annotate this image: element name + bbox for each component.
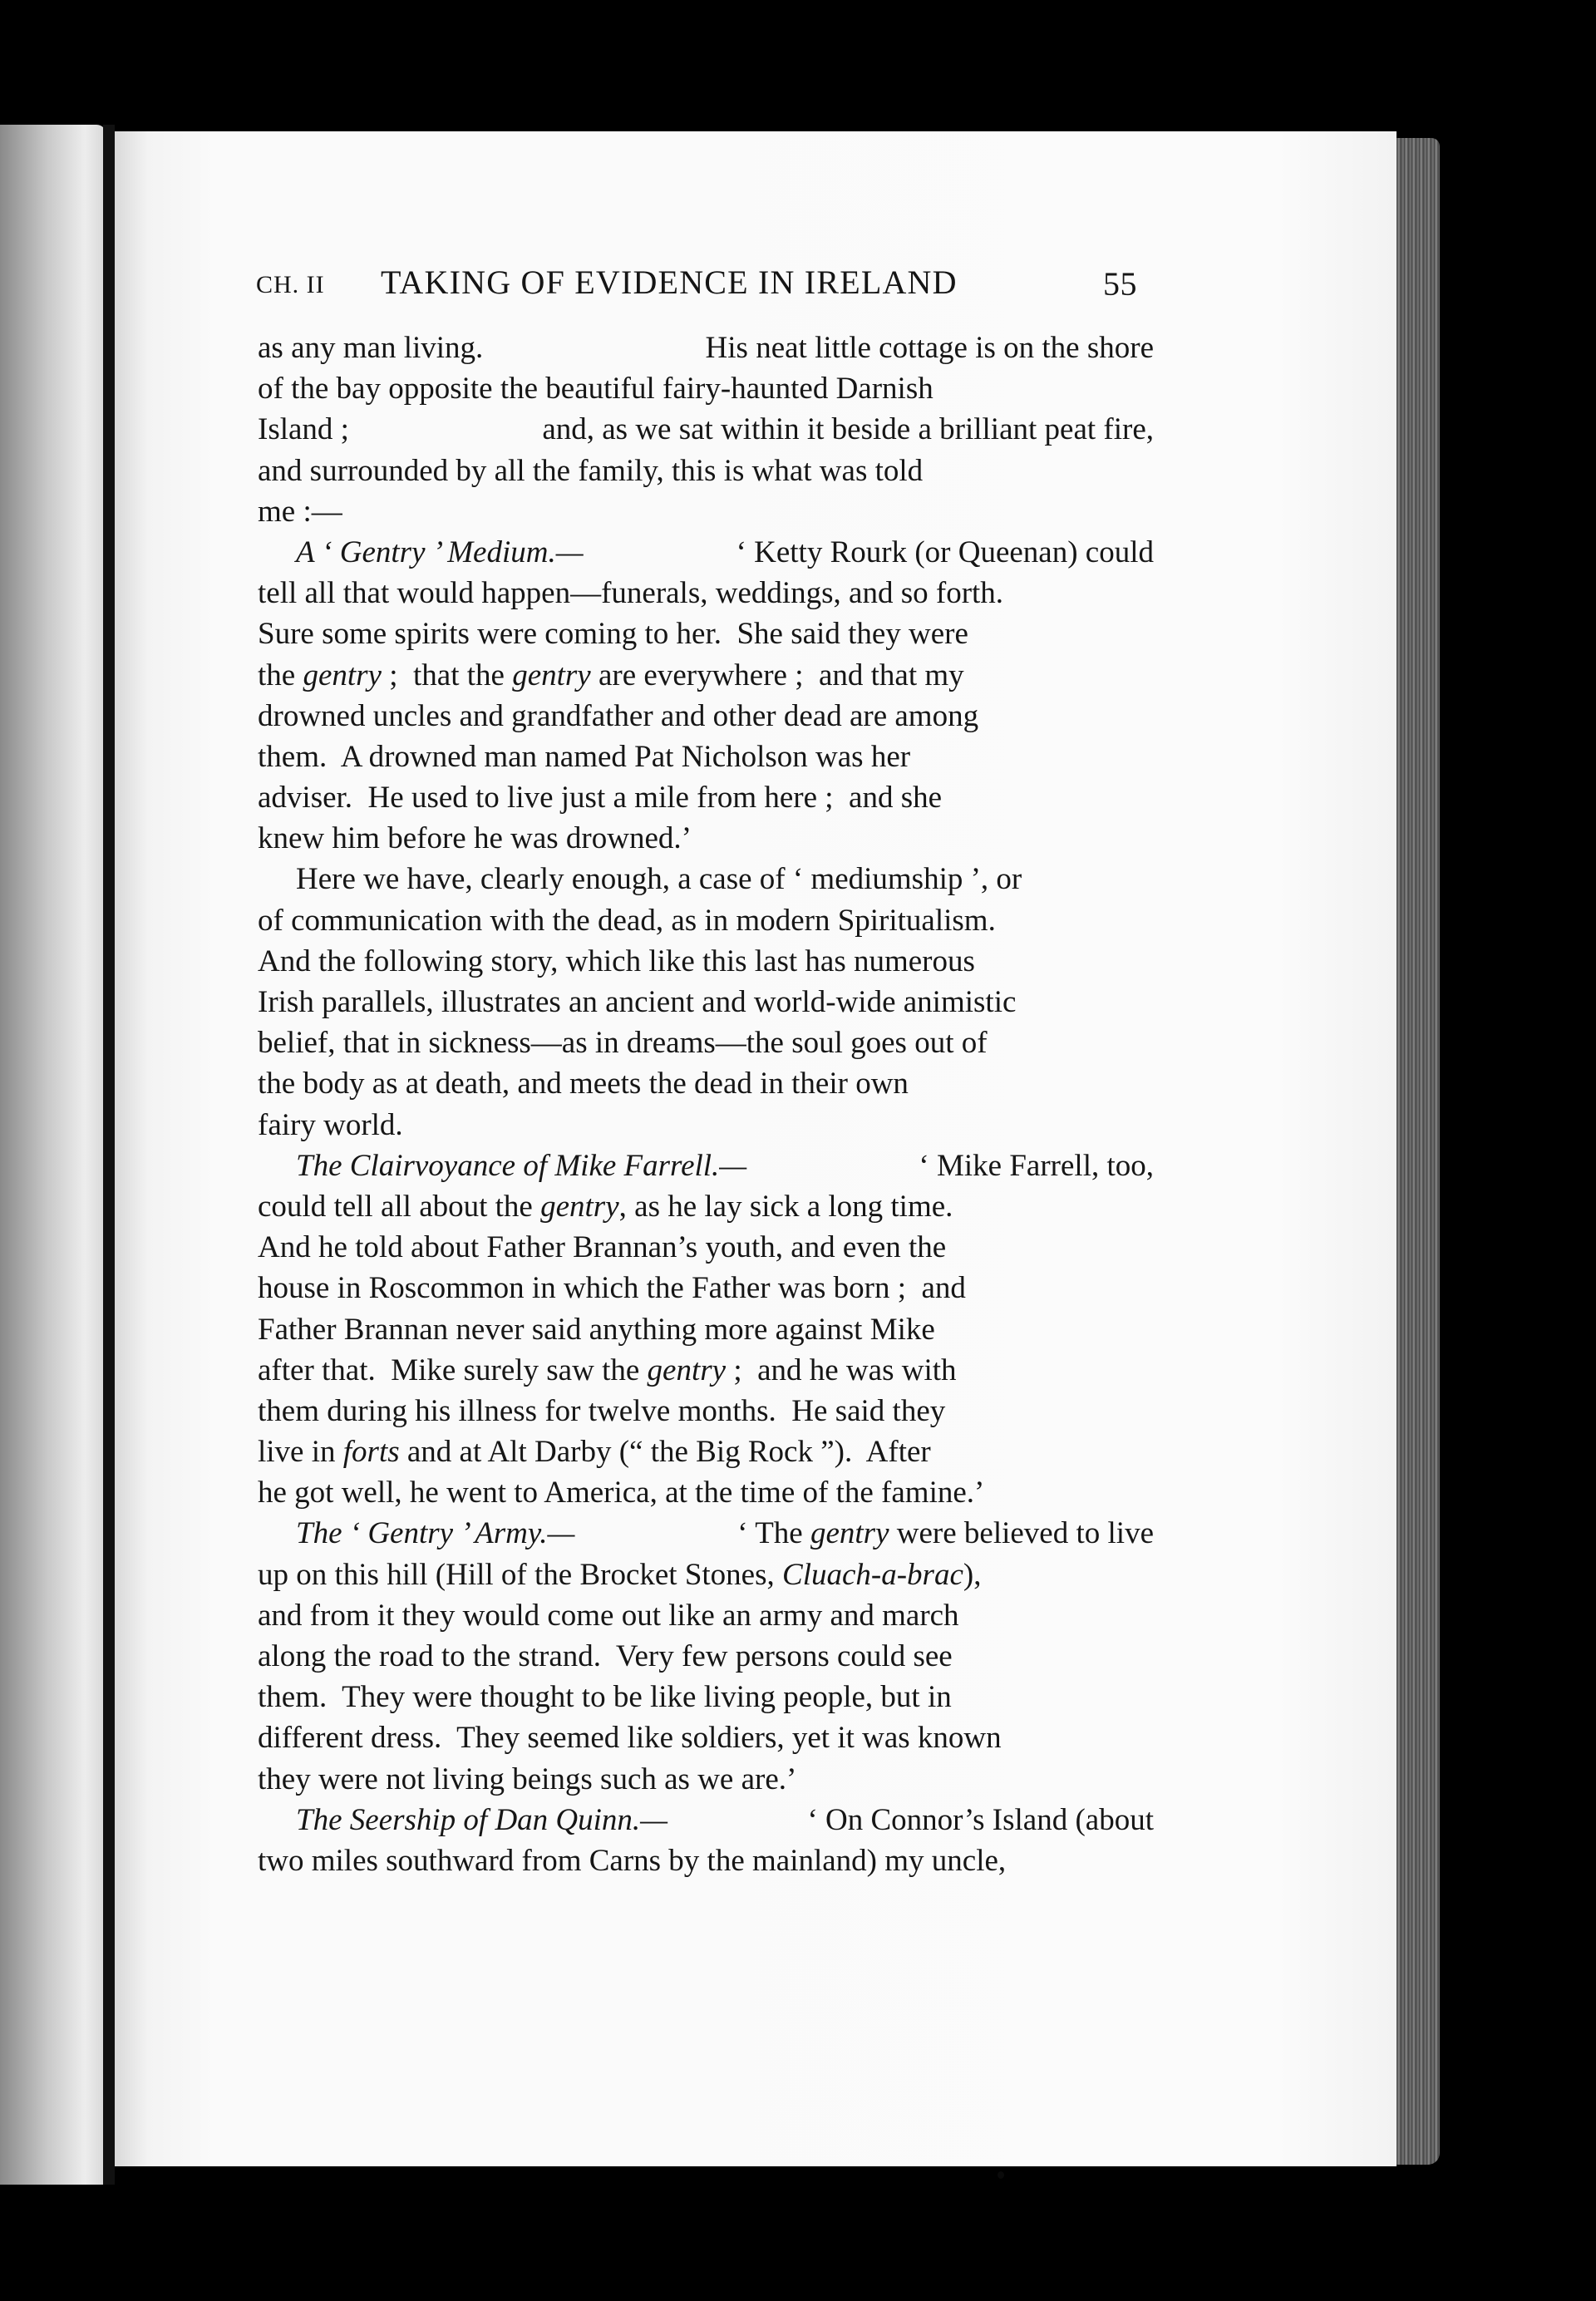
text-line: The Seership of Dan Quinn.— ‘ On Connor’s Island (about <box>258 1800 1154 1840</box>
text-line: Here we have, clearly enough, a case of ‘ mediumship ’, or <box>296 862 1022 897</box>
text-line: live in forts and at Alt Darby (“ the Big Rock ”). After <box>258 1435 931 1470</box>
left-page-edge <box>0 125 106 2185</box>
running-head <box>256 263 1137 308</box>
text-line: after that. Mike surely saw the gentry ; and he was with <box>258 1353 957 1387</box>
text-line: could tell all about the gentry, as he lay sick a long time. <box>258 1189 953 1224</box>
text-line: house in Roscommon in which the Father was born ; and <box>258 1271 966 1306</box>
text-line: And he told about Father Brannan’s youth, and even the <box>258 1230 947 1265</box>
text-line: Irish parallels, illustrates an ancient and world-wide animistic <box>258 985 1017 1019</box>
running-title: TAKING OF EVIDENCE IN IRELAND <box>381 264 958 301</box>
section-heading: A ‘ Gentry ’ Medium.— <box>296 535 584 569</box>
page-number: 55 <box>1103 265 1137 303</box>
chapter-label: CH. II <box>256 271 325 298</box>
text-line: The ‘ Gentry ’ Army.— ‘ The gentry were believed to live <box>258 1513 1154 1554</box>
text-line: of communication with the dead, as in modern Spiritualism. <box>258 903 996 938</box>
text-line: A ‘ Gentry ’ Medium.— ‘ Ketty Rourk (or Queenan) could <box>258 532 1154 573</box>
page-stack-edge <box>1390 138 1440 2165</box>
section-heading: The Clairvoyance of Mike Farrell.— <box>296 1148 747 1183</box>
text-line: them. A drowned man named Pat Nicholson was her <box>258 739 911 774</box>
text-line: along the road to the strand. Very few persons could see <box>258 1639 953 1673</box>
text-line: them. They were thought to be like living people, but in <box>258 1680 952 1715</box>
text-line: Sure some spirits were coming to her. She said they were <box>258 617 968 652</box>
text-line: he got well, he went to America, at the time of the famine.’ <box>258 1476 985 1510</box>
text-line: The Clairvoyance of Mike Farrell.— ‘ Mike Farrell, too, <box>258 1146 1154 1186</box>
text-line: two miles southward from Carns by the mainland) my uncle, <box>258 1843 1007 1878</box>
text-line: the body as at death, and meets the dead in their own <box>258 1067 909 1101</box>
text-line: belief, that in sickness—as in dreams—the soul goes out of <box>258 1026 988 1061</box>
text-line: they were not living beings such as we are.’ <box>258 1761 797 1796</box>
text-line: of the bay opposite the beautiful fairy-haunted Darnish <box>258 372 933 406</box>
text-line: up on this hill (Hill of the Brocket Stones, Cluach-a-brac), <box>258 1557 982 1592</box>
section-heading: The Seership of Dan Quinn.— <box>296 1802 668 1837</box>
section-heading: The ‘ Gentry ’ Army.— <box>296 1516 575 1551</box>
text-line: different dress. They seemed like soldiers, yet it was known <box>258 1721 1002 1756</box>
text-line: me :— <box>258 494 342 529</box>
text-line: and from it they would come out like an army and march <box>258 1598 959 1633</box>
text-line: adviser. He used to live just a mile from here ; and she <box>258 781 943 815</box>
text-line: them during his illness for twelve months. He said they <box>258 1393 946 1428</box>
text-line: Father Brannan never said anything more against Mike <box>258 1312 935 1347</box>
text-line: Island ; and, as we sat within it beside a brilliant peat fire, <box>258 412 1154 447</box>
text-line: the gentry ; that the gentry are everywhere ; and that my <box>258 658 964 692</box>
text-line: And the following story, which like this last has numerous <box>258 944 975 978</box>
text-line: drowned uncles and grandfather and other dead are among <box>258 698 979 733</box>
book-gutter <box>103 125 115 2185</box>
page-body <box>258 328 1154 1881</box>
text-line: fairy world. <box>258 1107 403 1142</box>
page-speck <box>998 2171 1004 2179</box>
text-line: tell all that would happen—funerals, weddings, and so forth. <box>258 576 1004 611</box>
text-line: knew him before he was drowned.’ <box>258 821 692 856</box>
text-line: as any man living. His neat little cottage is on the shore <box>258 331 1154 365</box>
text-line: and surrounded by all the family, this is what was told <box>258 453 924 488</box>
